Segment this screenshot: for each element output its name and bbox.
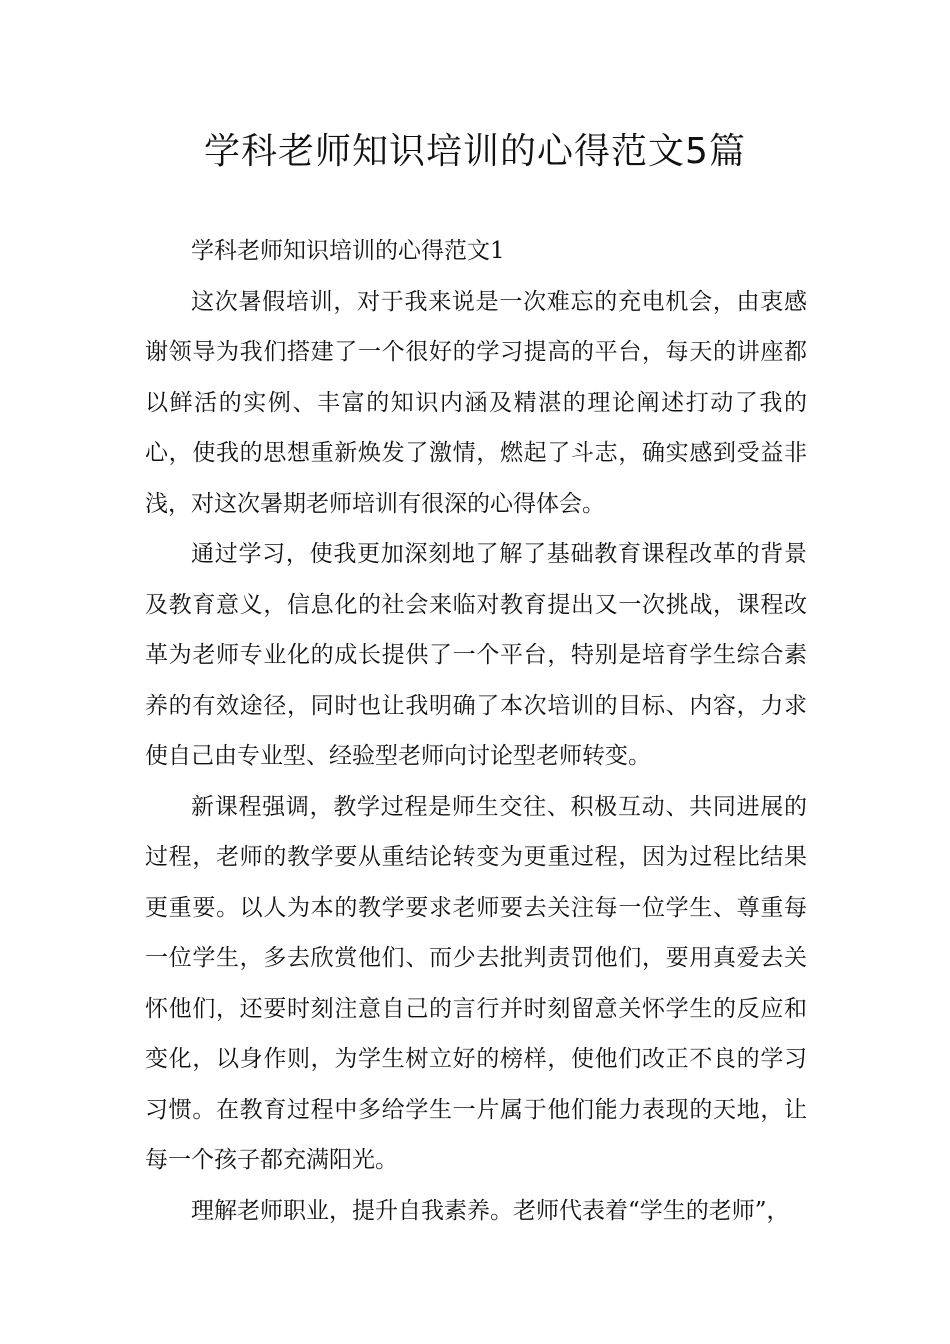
paragraph-2: 通过学习，使我更加深刻地了解了基础教育课程改革的背景及教育意义，信息化的社会来临对教育提出又一次挑战，课程改革为老师专业化的成长提供了一个平台，特别是培育学生综合素养的有效途径，同时也让我明确了本次培训的目标、内容，力求使自己由专业型、经验型老师向讨论型老师转变。 [145, 541, 807, 769]
paragraph-1: 这次暑假培训，对于我来说是一次难忘的充电机会，由衷感谢领导为我们搭建了一个很好的学习提高的平台，每天的讲座都以鲜活的实例、丰富的知识内涵及精湛的理论阐述打动了我的心，使我的思想重新焕发了激情，燃起了斗志，确实感到受益非浅，对这次暑期老师培训有很深的心得体会。 [145, 288, 807, 517]
paragraph-3: 新课程强调，教学过程是师生交往、积极互动、共同进展的过程，老师的教学要从重结论转变为更重过程，因为过程比结果更重要。以人为本的教学要求老师要去关注每一位学生、尊重每一位学生，多去欣赏他们、而少去批判责罚他们，要用真爱去关怀他们，还要时刻注意自己的言行并时刻留意关怀学生的反应和变化，以身作则，为学生树立好的榜样，使他们改正不良的学习习惯。在教育过程中多给学生一片属于他们能力表现的天地，让每一个孩子都充满阳光。 [145, 793, 807, 1173]
document-title: 学科老师知识培训的心得范文5篇 [204, 131, 746, 172]
paragraph-4: 理解老师职业，提升自我素养。老师代表着“学生的老师”， [191, 1197, 790, 1224]
section-heading: 学科老师知识培训的心得范文1 [191, 238, 505, 264]
document-body [145, 226, 807, 1236]
